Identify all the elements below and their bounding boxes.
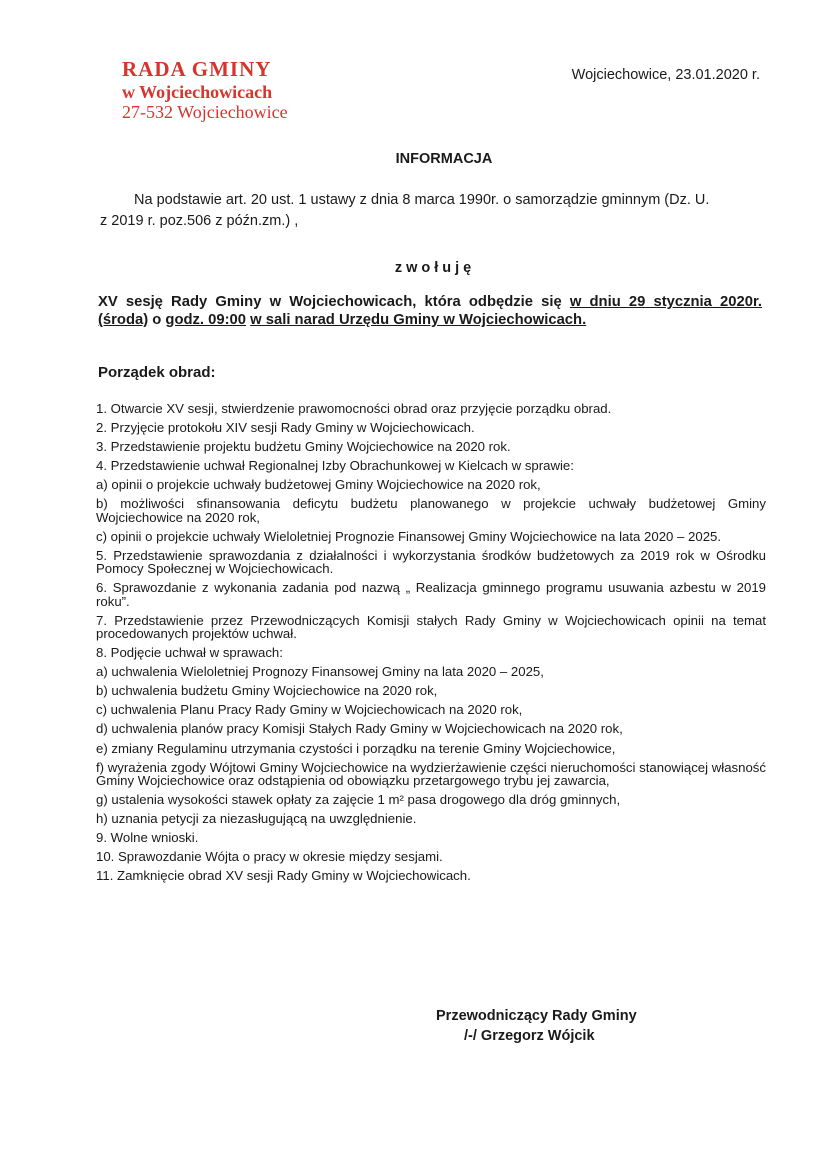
intro-line-2: z 2019 r. poz.506 z późn.zm.) , <box>100 213 299 230</box>
agenda-heading: Porządek obrad: <box>98 364 216 381</box>
session-date: w dniu 29 stycznia 2020r. (środa) <box>98 294 762 328</box>
intro-paragraph <box>100 190 740 232</box>
session-announcement <box>98 294 762 330</box>
agenda-item: 8. Podjęcie uchwał w sprawach: <box>96 645 283 661</box>
agenda-item: c) opinii o projekcie uchwały Wieloletniej Prognozie Finansowej Gminy Wojciechowice na lata 2020 – 2025. <box>96 528 722 544</box>
convene-heading: zwołuję <box>394 260 476 276</box>
session-text-1: XV sesję Rady Gminy w Wojciechowicach, która odbędzie się <box>98 294 570 310</box>
agenda-item: 3. Przedstawienie projektu budżetu Gminy Wojciechowice na 2020 rok. <box>96 439 511 455</box>
agenda-item: f) wyrażenia zgody Wójtowi Gminy Wojciechowice na wydzierżawienie części nieruchomości stanowiącej własność Gminy Wojciechowice oraz odstąpienia od obowiązku przetargowego trybu jej zawarcia, <box>96 759 766 789</box>
signature-role: Przewodniczący Rady Gminy <box>436 1008 637 1024</box>
agenda-item: g) ustalenia wysokości stawek opłaty za zajęcie 1 m² pasa drogowego dla dróg gminnych, <box>96 792 621 808</box>
session-time: godz. 09:00 <box>165 311 247 328</box>
agenda-item: a) opinii o projekcie uchwały budżetowej Gminy Wojciechowice na 2020 rok, <box>96 477 541 493</box>
agenda-item: 6. Sprawozdanie z wykonania zadania pod nazwą „ Realizacja gminnego programu usuwania azbestu w 2019 roku”. <box>96 580 766 609</box>
document-title: INFORMACJA <box>395 151 493 167</box>
agenda-list <box>96 402 766 888</box>
agenda-item: e) zmiany Regulaminu utrzymania czystości i porządku na terenie Gminy Wojciechowice, <box>96 740 616 756</box>
signature-block <box>436 1006 637 1047</box>
agenda-item: d) uchwalenia planów pracy Komisji Stałych Rady Gminy w Wojciechowicach na 2020 rok, <box>96 721 623 737</box>
agenda-item: 2. Przyjęcie protokołu XIV sesji Rady Gminy w Wojciechowicach. <box>96 420 475 436</box>
agenda-item: 7. Przedstawienie przez Przewodniczących Komisji stałych Rady Gminy w Wojciechowicach opinii na temat procedowanych projektów uchwał. <box>96 612 766 642</box>
session-text-2: o <box>148 311 166 328</box>
session-place: w sali narad Urzędu Gminy w Wojciechowicach. <box>250 311 587 328</box>
stamp-line-3: 27-532 Wojciechowice <box>122 101 288 122</box>
stamp-line-1: RADA GMINY <box>122 57 272 81</box>
stamp-line-2: w Wojciechowicach <box>122 81 273 102</box>
agenda-item: c) uchwalenia Planu Pracy Rady Gminy w Wojciechowicach na 2020 rok, <box>96 702 523 718</box>
agenda-item: 4. Przedstawienie uchwał Regionalnej Izby Obrachunkowej w Kielcach w sprawie: <box>96 458 574 474</box>
agenda-item: b) uchwalenia budżetu Gminy Wojciechowice na 2020 rok, <box>96 683 438 699</box>
agenda-item: h) uznania petycji za niezasługującą na uwzględnienie. <box>96 811 417 827</box>
council-stamp <box>122 58 288 122</box>
intro-line-1: Na podstawie art. 20 ust. 1 ustawy z dnia 8 marca 1990r. o samorządzie gminnym (Dz. U. <box>134 192 710 208</box>
agenda-item: 9. Wolne wnioski. <box>96 830 199 846</box>
agenda-item: 10. Sprawozdanie Wójta o pracy w okresie między sesjami. <box>96 849 443 865</box>
signature-name: /-/ Grzegorz Wójcik <box>464 1028 595 1045</box>
agenda-item: 5. Przedstawienie sprawozdania z działalności i wykorzystania środków budżetowych za 2019 rok w Ośrodku Pomocy Społecznej w Wojciechowicach. <box>96 547 766 577</box>
agenda-item: 11. Zamknięcie obrad XV sesji Rady Gminy w Wojciechowicach. <box>96 868 471 884</box>
agenda-item: b) możliwości sfinansowania deficytu budżetu planowanego w projekcie uchwały budżetowej Gminy Wojciechowice na 2020 rok, <box>96 496 766 525</box>
date-line: Wojciechowice, 23.01.2020 r. <box>571 67 760 83</box>
agenda-item: a) uchwalenia Wieloletniej Prognozy Finansowej Gminy na lata 2020 – 2025, <box>96 664 544 680</box>
agenda-item: 1. Otwarcie XV sesji, stwierdzenie prawomocności obrad oraz przyjęcie porządku obrad. <box>96 401 612 416</box>
